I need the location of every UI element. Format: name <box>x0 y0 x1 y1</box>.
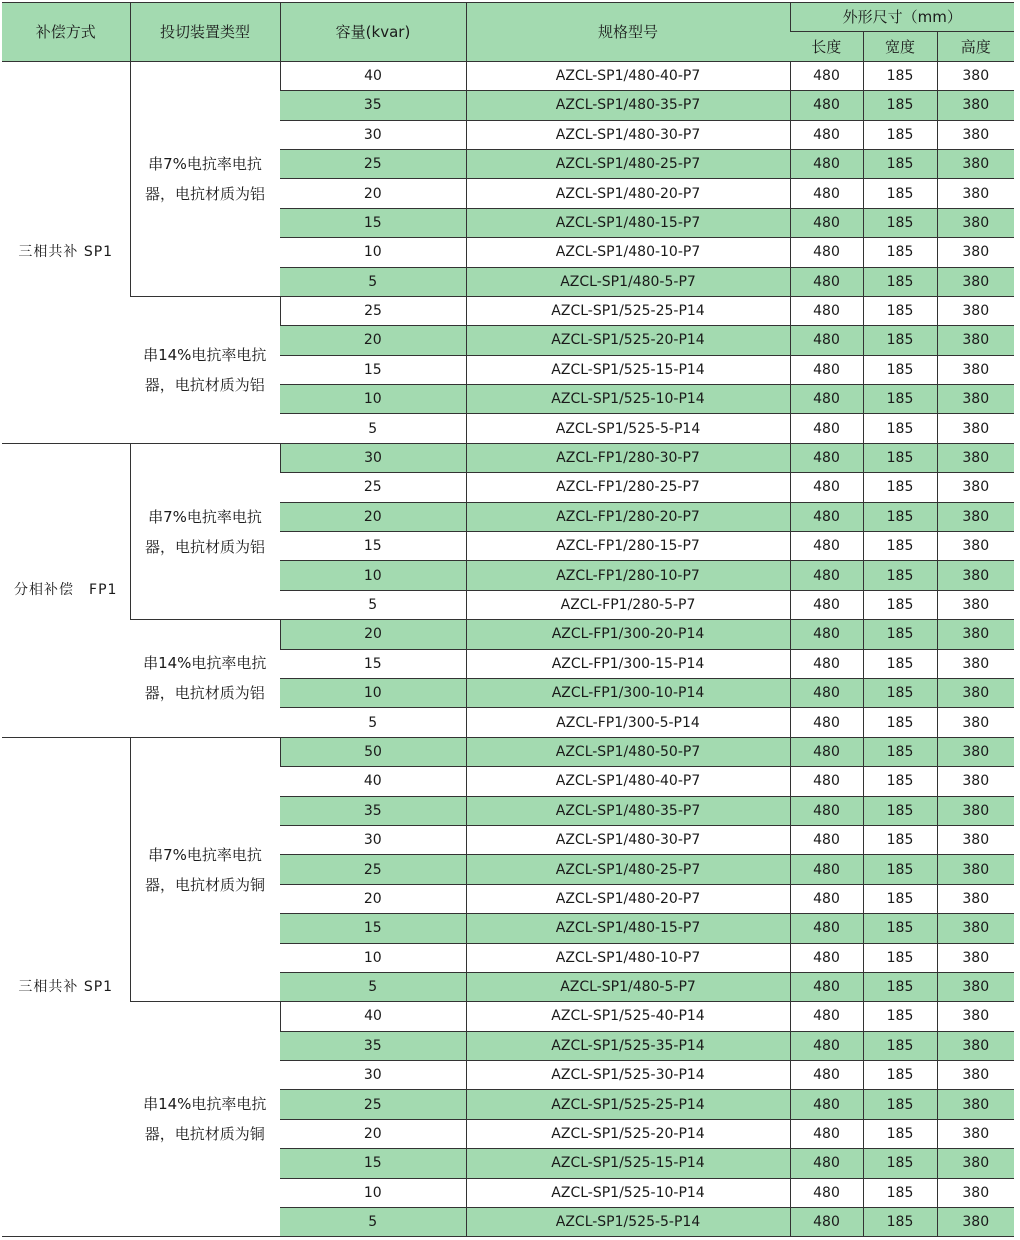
length-cell: 480 <box>790 326 863 355</box>
width-cell: 185 <box>863 120 937 149</box>
width-cell: 185 <box>863 355 937 384</box>
length-cell: 480 <box>790 1149 863 1178</box>
height-cell: 380 <box>937 1061 1014 1090</box>
device-type-cell: 串7%电抗率电抗器，电抗材质为铝 <box>130 61 280 296</box>
model-cell: AZCL-SP1/525-20-P14 <box>466 326 790 355</box>
height-cell: 380 <box>937 1002 1014 1031</box>
length-cell: 480 <box>790 91 863 120</box>
length-cell: 480 <box>790 1002 863 1031</box>
width-cell: 185 <box>863 149 937 178</box>
height-cell: 380 <box>937 649 1014 678</box>
width-cell: 185 <box>863 649 937 678</box>
model-cell: AZCL-FP1/280-30-P7 <box>466 443 790 472</box>
length-cell: 480 <box>790 208 863 237</box>
length-cell: 480 <box>790 61 863 90</box>
compensation-mode-cell: 分相补偿 FP1 <box>2 443 130 737</box>
height-cell: 380 <box>937 91 1014 120</box>
length-cell: 480 <box>790 620 863 649</box>
capacity-cell: 10 <box>280 238 466 267</box>
length-cell: 480 <box>790 825 863 854</box>
length-cell: 480 <box>790 120 863 149</box>
capacity-cell: 20 <box>280 1119 466 1148</box>
capacity-cell: 5 <box>280 708 466 737</box>
length-cell: 480 <box>790 502 863 531</box>
capacity-cell: 25 <box>280 855 466 884</box>
length-cell: 480 <box>790 708 863 737</box>
width-cell: 185 <box>863 473 937 502</box>
model-cell: AZCL-SP1/525-35-P14 <box>466 1031 790 1060</box>
model-cell: AZCL-FP1/300-5-P14 <box>466 708 790 737</box>
model-cell: AZCL-FP1/280-5-P7 <box>466 590 790 619</box>
capacity-cell: 40 <box>280 61 466 90</box>
spec-table <box>2 2 1014 1237</box>
model-cell: AZCL-SP1/480-5-P7 <box>466 267 790 296</box>
capacity-cell: 40 <box>280 1002 466 1031</box>
model-cell: AZCL-FP1/300-10-P14 <box>466 678 790 707</box>
table-row <box>2 620 1014 649</box>
length-cell: 480 <box>790 972 863 1001</box>
height-cell: 380 <box>937 943 1014 972</box>
height-cell: 380 <box>937 385 1014 414</box>
height-cell: 380 <box>937 61 1014 90</box>
device-type-cell: 串7%电抗率电抗器，电抗材质为铝 <box>130 443 280 619</box>
model-cell: AZCL-SP1/480-30-P7 <box>466 825 790 854</box>
height-cell: 380 <box>937 532 1014 561</box>
model-cell: AZCL-SP1/480-10-P7 <box>466 943 790 972</box>
width-cell: 185 <box>863 326 937 355</box>
width-cell: 185 <box>863 767 937 796</box>
capacity-cell: 5 <box>280 972 466 1001</box>
height-cell: 380 <box>937 326 1014 355</box>
model-cell: AZCL-SP1/525-10-P14 <box>466 1178 790 1207</box>
table-header <box>2 3 1014 62</box>
capacity-cell: 5 <box>280 1208 466 1237</box>
model-cell: AZCL-FP1/280-15-P7 <box>466 532 790 561</box>
model-cell: AZCL-FP1/300-15-P14 <box>466 649 790 678</box>
model-cell: AZCL-SP1/480-15-P7 <box>466 208 790 237</box>
length-cell: 480 <box>790 149 863 178</box>
length-cell: 480 <box>790 355 863 384</box>
height-cell: 380 <box>937 502 1014 531</box>
height-cell: 380 <box>937 884 1014 913</box>
header-mode: 补偿方式 <box>2 3 130 62</box>
length-cell: 480 <box>790 1178 863 1207</box>
table-row <box>2 1002 1014 1031</box>
capacity-cell: 20 <box>280 884 466 913</box>
capacity-cell: 15 <box>280 208 466 237</box>
height-cell: 380 <box>937 208 1014 237</box>
width-cell: 185 <box>863 443 937 472</box>
length-cell: 480 <box>790 590 863 619</box>
capacity-cell: 5 <box>280 267 466 296</box>
height-cell: 380 <box>937 473 1014 502</box>
width-cell: 185 <box>863 267 937 296</box>
header-device: 投切装置类型 <box>130 3 280 62</box>
width-cell: 185 <box>863 532 937 561</box>
capacity-cell: 15 <box>280 355 466 384</box>
table-row <box>2 61 1014 90</box>
width-cell: 185 <box>863 1208 937 1237</box>
height-cell: 380 <box>937 620 1014 649</box>
length-cell: 480 <box>790 473 863 502</box>
width-cell: 185 <box>863 414 937 443</box>
capacity-cell: 20 <box>280 179 466 208</box>
width-cell: 185 <box>863 620 937 649</box>
height-cell: 380 <box>937 737 1014 766</box>
model-cell: AZCL-SP1/525-5-P14 <box>466 414 790 443</box>
width-cell: 185 <box>863 825 937 854</box>
width-cell: 185 <box>863 179 937 208</box>
capacity-cell: 35 <box>280 796 466 825</box>
width-cell: 185 <box>863 796 937 825</box>
length-cell: 480 <box>790 943 863 972</box>
width-cell: 185 <box>863 1119 937 1148</box>
model-cell: AZCL-SP1/525-15-P14 <box>466 1149 790 1178</box>
device-type-cell: 串7%电抗率电抗器，电抗材质为铜 <box>130 737 280 1002</box>
height-cell: 380 <box>937 1031 1014 1060</box>
model-cell: AZCL-SP1/525-40-P14 <box>466 1002 790 1031</box>
capacity-cell: 35 <box>280 1031 466 1060</box>
length-cell: 480 <box>790 1119 863 1148</box>
capacity-cell: 30 <box>280 1061 466 1090</box>
model-cell: AZCL-FP1/280-25-P7 <box>466 473 790 502</box>
length-cell: 480 <box>790 914 863 943</box>
length-cell: 480 <box>790 238 863 267</box>
width-cell: 185 <box>863 737 937 766</box>
height-cell: 380 <box>937 149 1014 178</box>
model-cell: AZCL-SP1/480-5-P7 <box>466 972 790 1001</box>
width-cell: 185 <box>863 296 937 325</box>
table-row <box>2 296 1014 325</box>
model-cell: AZCL-SP1/480-25-P7 <box>466 149 790 178</box>
height-cell: 380 <box>937 796 1014 825</box>
width-cell: 185 <box>863 943 937 972</box>
model-cell: AZCL-SP1/525-25-P14 <box>466 296 790 325</box>
capacity-cell: 5 <box>280 590 466 619</box>
header-dims: 外形尺寸（mm） <box>790 3 1014 32</box>
length-cell: 480 <box>790 1208 863 1237</box>
capacity-cell: 15 <box>280 1149 466 1178</box>
width-cell: 185 <box>863 972 937 1001</box>
capacity-cell: 25 <box>280 473 466 502</box>
width-cell: 185 <box>863 678 937 707</box>
height-cell: 380 <box>937 1208 1014 1237</box>
length-cell: 480 <box>790 678 863 707</box>
capacity-cell: 10 <box>280 385 466 414</box>
height-cell: 380 <box>937 561 1014 590</box>
capacity-cell: 35 <box>280 91 466 120</box>
length-cell: 480 <box>790 532 863 561</box>
width-cell: 185 <box>863 590 937 619</box>
capacity-cell: 15 <box>280 914 466 943</box>
height-cell: 380 <box>937 179 1014 208</box>
width-cell: 185 <box>863 502 937 531</box>
capacity-cell: 40 <box>280 767 466 796</box>
model-cell: AZCL-SP1/525-30-P14 <box>466 1061 790 1090</box>
height-cell: 380 <box>937 767 1014 796</box>
length-cell: 480 <box>790 855 863 884</box>
model-cell: AZCL-SP1/525-25-P14 <box>466 1090 790 1119</box>
length-cell: 480 <box>790 179 863 208</box>
model-cell: AZCL-SP1/480-50-P7 <box>466 737 790 766</box>
width-cell: 185 <box>863 561 937 590</box>
width-cell: 185 <box>863 61 937 90</box>
height-cell: 380 <box>937 296 1014 325</box>
capacity-cell: 25 <box>280 1090 466 1119</box>
header-height: 高度 <box>937 32 1014 61</box>
model-cell: AZCL-SP1/480-40-P7 <box>466 767 790 796</box>
header-capacity: 容量(kvar) <box>280 3 466 62</box>
capacity-cell: 15 <box>280 532 466 561</box>
height-cell: 380 <box>937 708 1014 737</box>
capacity-cell: 15 <box>280 649 466 678</box>
model-cell: AZCL-FP1/300-20-P14 <box>466 620 790 649</box>
width-cell: 185 <box>863 1149 937 1178</box>
model-cell: AZCL-SP1/525-10-P14 <box>466 385 790 414</box>
header-width: 宽度 <box>863 32 937 61</box>
length-cell: 480 <box>790 561 863 590</box>
capacity-cell: 20 <box>280 620 466 649</box>
length-cell: 480 <box>790 737 863 766</box>
height-cell: 380 <box>937 267 1014 296</box>
table-row <box>2 443 1014 472</box>
model-cell: AZCL-SP1/480-15-P7 <box>466 914 790 943</box>
length-cell: 480 <box>790 884 863 913</box>
length-cell: 480 <box>790 1090 863 1119</box>
capacity-cell: 10 <box>280 943 466 972</box>
length-cell: 480 <box>790 267 863 296</box>
model-cell: AZCL-SP1/480-35-P7 <box>466 796 790 825</box>
capacity-cell: 30 <box>280 120 466 149</box>
width-cell: 185 <box>863 1090 937 1119</box>
height-cell: 380 <box>937 443 1014 472</box>
capacity-cell: 10 <box>280 1178 466 1207</box>
capacity-cell: 10 <box>280 678 466 707</box>
width-cell: 185 <box>863 91 937 120</box>
model-cell: AZCL-SP1/480-30-P7 <box>466 120 790 149</box>
capacity-cell: 20 <box>280 326 466 355</box>
length-cell: 480 <box>790 796 863 825</box>
height-cell: 380 <box>937 1178 1014 1207</box>
capacity-cell: 5 <box>280 414 466 443</box>
width-cell: 185 <box>863 884 937 913</box>
device-type-cell: 串14%电抗率电抗器，电抗材质为铜 <box>130 1002 280 1237</box>
height-cell: 380 <box>937 120 1014 149</box>
width-cell: 185 <box>863 1002 937 1031</box>
model-cell: AZCL-SP1/480-25-P7 <box>466 855 790 884</box>
model-cell: AZCL-SP1/480-35-P7 <box>466 91 790 120</box>
height-cell: 380 <box>937 914 1014 943</box>
height-cell: 380 <box>937 355 1014 384</box>
model-cell: AZCL-SP1/480-20-P7 <box>466 884 790 913</box>
length-cell: 480 <box>790 414 863 443</box>
device-type-cell: 串14%电抗率电抗器，电抗材质为铝 <box>130 296 280 443</box>
model-cell: AZCL-SP1/525-15-P14 <box>466 355 790 384</box>
length-cell: 480 <box>790 385 863 414</box>
height-cell: 380 <box>937 1119 1014 1148</box>
width-cell: 185 <box>863 855 937 884</box>
height-cell: 380 <box>937 825 1014 854</box>
model-cell: AZCL-SP1/525-5-P14 <box>466 1208 790 1237</box>
capacity-cell: 25 <box>280 149 466 178</box>
capacity-cell: 25 <box>280 296 466 325</box>
model-cell: AZCL-FP1/280-20-P7 <box>466 502 790 531</box>
length-cell: 480 <box>790 649 863 678</box>
width-cell: 185 <box>863 208 937 237</box>
model-cell: AZCL-SP1/525-20-P14 <box>466 1119 790 1148</box>
width-cell: 185 <box>863 1178 937 1207</box>
height-cell: 380 <box>937 1149 1014 1178</box>
model-cell: AZCL-SP1/480-10-P7 <box>466 238 790 267</box>
height-cell: 380 <box>937 590 1014 619</box>
height-cell: 380 <box>937 855 1014 884</box>
height-cell: 380 <box>937 678 1014 707</box>
model-cell: AZCL-SP1/480-20-P7 <box>466 179 790 208</box>
compensation-mode-cell: 三相共补 SP1 <box>2 61 130 443</box>
length-cell: 480 <box>790 443 863 472</box>
capacity-cell: 50 <box>280 737 466 766</box>
table-row <box>2 737 1014 766</box>
height-cell: 380 <box>937 972 1014 1001</box>
length-cell: 480 <box>790 767 863 796</box>
height-cell: 380 <box>937 1090 1014 1119</box>
length-cell: 480 <box>790 1031 863 1060</box>
model-cell: AZCL-FP1/280-10-P7 <box>466 561 790 590</box>
header-model: 规格型号 <box>466 3 790 62</box>
capacity-cell: 30 <box>280 443 466 472</box>
width-cell: 185 <box>863 914 937 943</box>
capacity-cell: 10 <box>280 561 466 590</box>
capacity-cell: 20 <box>280 502 466 531</box>
header-length: 长度 <box>790 32 863 61</box>
table-body <box>2 61 1014 1237</box>
device-type-cell: 串14%电抗率电抗器，电抗材质为铝 <box>130 620 280 738</box>
capacity-cell: 30 <box>280 825 466 854</box>
width-cell: 185 <box>863 238 937 267</box>
width-cell: 185 <box>863 1061 937 1090</box>
width-cell: 185 <box>863 1031 937 1060</box>
length-cell: 480 <box>790 1061 863 1090</box>
compensation-mode-cell: 三相共补 SP1 <box>2 737 130 1237</box>
length-cell: 480 <box>790 296 863 325</box>
model-cell: AZCL-SP1/480-40-P7 <box>466 61 790 90</box>
height-cell: 380 <box>937 414 1014 443</box>
height-cell: 380 <box>937 238 1014 267</box>
width-cell: 185 <box>863 385 937 414</box>
width-cell: 185 <box>863 708 937 737</box>
